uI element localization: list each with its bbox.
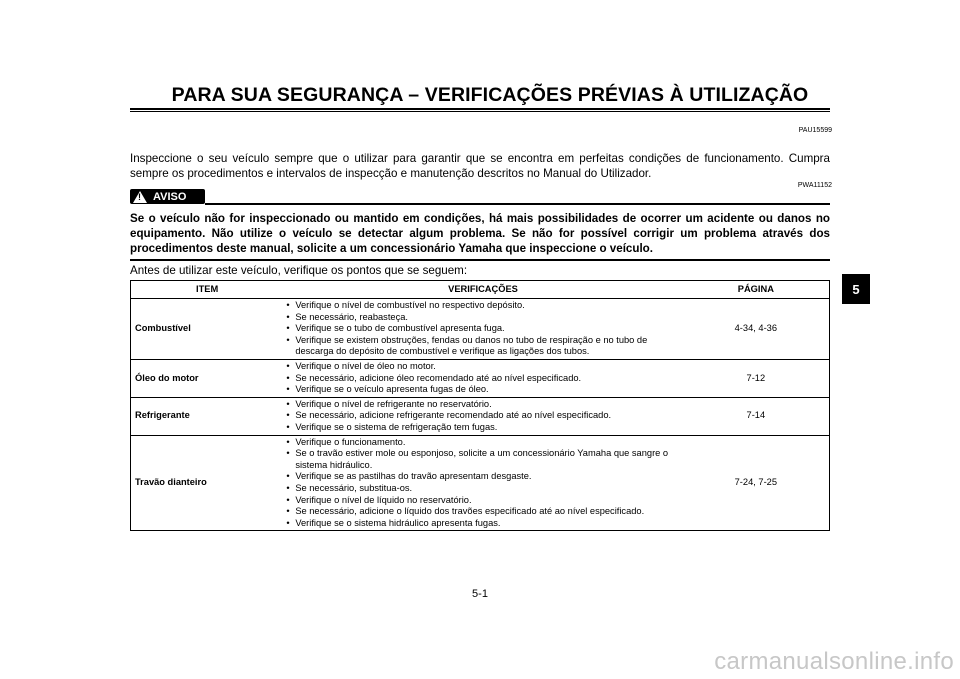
warning-text: Se o veículo não for inspeccionado ou mantido em condições, há mais possibilidades de ocorrer um acidente ou danos no equipamento. Não utilize o veículo se detectar algum problema. Se não for possível corrigir um problema através dos procedimentos deste manual, solicite a um concessionário Yamaha que inspeccione o veículo.: [130, 212, 830, 255]
check-item: [286, 373, 682, 385]
row-item: Travão dianteiro: [131, 435, 284, 531]
check-item: [286, 437, 682, 449]
check-text: Verifique se as pastilhas do travão apresentam desgaste.: [295, 471, 532, 482]
check-item: [286, 518, 682, 530]
check-item: [286, 410, 682, 422]
row-item: Óleo do motor: [131, 359, 284, 397]
row-checks: [283, 359, 682, 397]
checks-table: [130, 280, 830, 531]
check-item: [286, 483, 682, 495]
table-row: [131, 397, 830, 435]
header-item: ITEM: [131, 281, 284, 299]
bullet-icon: •: [286, 372, 290, 383]
title-rule: [130, 108, 830, 110]
bullet-icon: •: [286, 334, 290, 345]
aviso-rule: [205, 203, 830, 205]
check-text: Verifique o nível de líquido no reservatório.: [295, 494, 472, 505]
check-item: [286, 506, 682, 518]
page-number: 5-1: [472, 588, 488, 600]
check-item: [286, 448, 682, 471]
header-page: PÁGINA: [683, 281, 830, 299]
bullet-icon: •: [286, 482, 290, 493]
check-item: [286, 399, 682, 411]
chapter-tab: 5: [842, 274, 870, 304]
check-text: Se necessário, substitua-os.: [295, 482, 413, 493]
bullet-icon: •: [286, 410, 290, 421]
check-item: [286, 384, 682, 396]
bullet-icon: •: [286, 323, 290, 334]
watermark: carmanualsonline.info: [714, 648, 954, 675]
check-item: [286, 361, 682, 373]
check-text: Verifique o nível de refrigerante no reservatório.: [295, 398, 492, 409]
check-text: Se necessário, adicione o líquido dos travões especificado até ao nível especificado.: [295, 506, 645, 517]
row-checks: [283, 435, 682, 531]
row-page: 4-34, 4-36: [683, 299, 830, 360]
row-checks: [283, 397, 682, 435]
check-item: [286, 312, 682, 324]
check-item: [286, 471, 682, 483]
check-text: Verifique se existem obstruções, fendas ou danos no tubo de respiração e no tubo de descarga do depósito de combustível e verifique as ligações dos tubos.: [295, 334, 648, 357]
before-text: Antes de utilizar este veículo, verifique os pontos que se seguem:: [130, 264, 468, 277]
bullet-icon: •: [286, 300, 290, 310]
check-text: Se necessário, adicione refrigerante recomendado até ao nível especificado.: [295, 410, 612, 421]
page-title: PARA SUA SEGURANÇA – VERIFICAÇÕES PRÉVIAS À UTILIZAÇÃO: [171, 84, 809, 106]
check-text: Se o travão estiver mole ou esponjoso, solicite a um concessionário Yamaha que sangre o sistema hidráulico.: [295, 448, 669, 470]
row-item: Refrigerante: [131, 397, 284, 435]
table-header-row: [131, 281, 830, 299]
intro-paragraph: Inspeccione o seu veículo sempre que o utilizar para garantir que se encontra em perfeitas condições de funcionamento. Cumpra sempre os procedimentos e intervalos de inspecção e manutenção descritos no Manual do Utilizador.: [130, 152, 830, 180]
bullet-icon: •: [286, 471, 290, 482]
bullet-icon: •: [286, 436, 290, 447]
bullet-icon: •: [286, 506, 290, 517]
check-text: Verifique se o sistema de refrigeração tem fugas.: [295, 421, 498, 432]
bullet-icon: •: [286, 398, 290, 409]
aviso-label: AVISO: [153, 190, 187, 203]
bullet-icon: •: [286, 421, 290, 432]
table-row: [131, 299, 830, 360]
check-item: [286, 300, 682, 312]
check-text: Verifique se o veículo apresenta fugas de óleo.: [295, 384, 489, 395]
check-text: Verifique o funcionamento.: [295, 436, 406, 447]
warning-code: PWA11152: [797, 182, 832, 189]
warning-triangle-icon: [133, 191, 147, 203]
table-row: [131, 359, 830, 397]
check-item: [286, 422, 682, 434]
bullet-icon: •: [286, 517, 290, 528]
check-item: [286, 495, 682, 507]
row-page: 7-24, 7-25: [683, 435, 830, 531]
bullet-icon: •: [286, 311, 290, 322]
row-item: Combustível: [131, 299, 284, 360]
title-rule-thin: [130, 111, 830, 112]
aviso-badge: [130, 189, 205, 204]
row-checks: [283, 299, 682, 360]
check-text: Verifique se o tubo de combustível apresenta fuga.: [295, 323, 505, 334]
check-text: Verifique o nível de combustível no respectivo depósito.: [295, 300, 525, 310]
check-item: [286, 323, 682, 335]
check-text: Se necessário, adicione óleo recomendado até ao nível especificado.: [295, 372, 582, 383]
bullet-icon: •: [286, 384, 290, 395]
check-item: [286, 335, 682, 358]
bullet-icon: •: [286, 360, 290, 371]
check-text: Verifique o nível de óleo no motor.: [295, 360, 436, 371]
row-page: 7-12: [683, 359, 830, 397]
header-checks: VERIFICAÇÕES: [283, 281, 682, 299]
warning-rule: [130, 259, 830, 261]
check-text: Se necessário, reabasteça.: [295, 311, 408, 322]
bullet-icon: •: [286, 448, 290, 459]
row-page: 7-14: [683, 397, 830, 435]
table-row: [131, 435, 830, 531]
check-text: Verifique se o sistema hidráulico apresenta fugas.: [295, 517, 501, 528]
reference-code: PAU15599: [798, 127, 832, 134]
bullet-icon: •: [286, 494, 290, 505]
